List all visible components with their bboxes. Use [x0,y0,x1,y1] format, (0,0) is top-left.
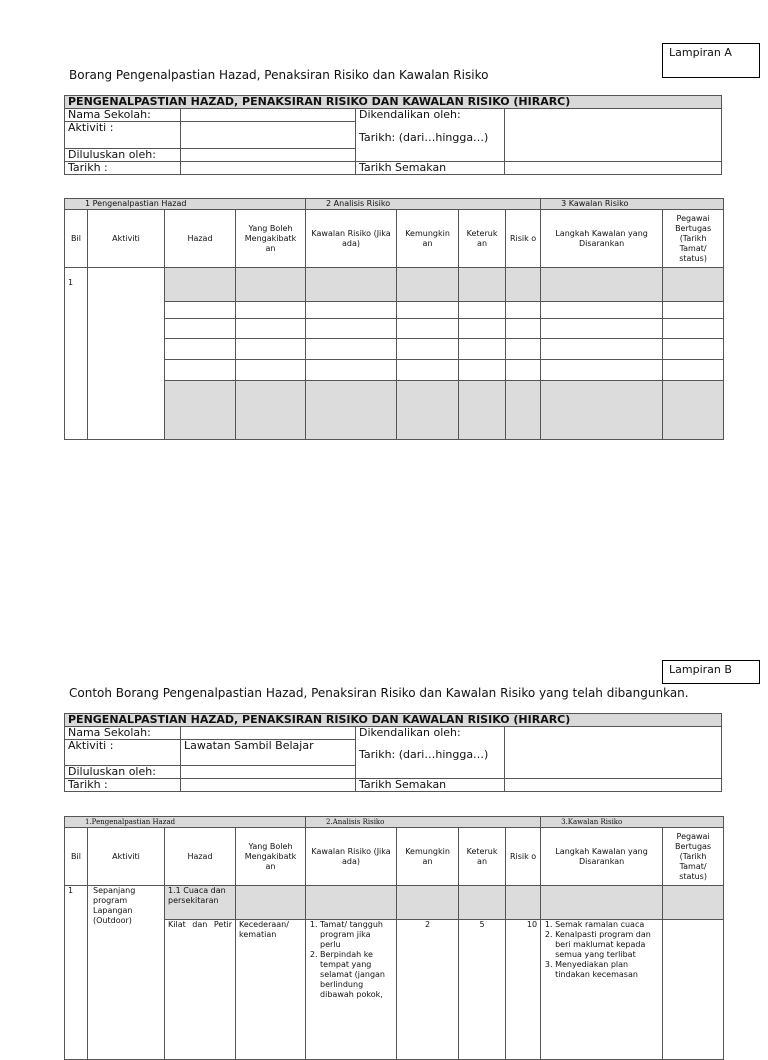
cell[interactable] [306,886,397,920]
nama-sekolah-label: Nama Sekolah: [65,727,181,740]
dikendalikan-label: Dikendalikan oleh: [359,726,461,739]
col-akibat: Yang Boleh Mengakibatk an [236,828,306,886]
col-risiko: Risik o [506,828,541,886]
col-pegawai: Pegawai Bertugas (Tarikh Tamat/ status) [663,828,724,886]
tarikh-semakan-label: Tarikh Semakan [356,779,505,792]
cell[interactable] [236,319,306,339]
col-hazad: Hazad [165,210,236,268]
cell[interactable] [541,319,663,339]
col-aktiviti: Aktiviti [88,210,165,268]
row-kemungkinan: 2 [397,920,459,1060]
tarikh-label: Tarikh : [65,162,181,175]
dikendalikan-field[interactable] [505,109,722,162]
cell[interactable] [236,339,306,360]
langkah-item: 1. Semak ramalan cuaca [555,920,659,930]
row-bil: 1 [65,268,88,440]
col-akibat: Yang Boleh Mengakibatk an [236,210,306,268]
cell[interactable] [459,302,506,319]
form-b-header: PENGENALPASTIAN HAZAD, PENAKSIRAN RISIKO DAN KAWALAN RISIKO (HIRARC) [65,714,722,727]
tarikh-dari-label: Tarikh: (dari…hingga…) [359,748,489,761]
cell[interactable] [663,381,724,440]
cell[interactable] [306,319,397,339]
cell[interactable] [236,302,306,319]
col-kawalan: Kawalan Risiko (Jika ada) [306,210,397,268]
tarikh-semakan-field[interactable] [505,162,722,175]
tarikh-dari-label: Tarikh: (dari…hingga…) [359,131,489,144]
cell[interactable] [397,360,459,381]
row-risiko: 10 [506,920,541,1060]
section-analisis-header: 2.Analisis Risiko [306,817,541,828]
cell[interactable] [236,886,306,920]
form-b-info-table [64,713,722,792]
col-risiko: Risik o [506,210,541,268]
form-b-title: Contoh Borang Pengenalpastian Hazad, Penaksiran Risiko dan Kawalan Risiko yang telah dibangunkan. [69,686,689,700]
aktiviti-label: Aktiviti : [65,740,181,766]
cell[interactable] [459,268,506,302]
cell[interactable] [397,319,459,339]
cell[interactable] [306,381,397,440]
cell[interactable] [397,339,459,360]
cell[interactable] [236,381,306,440]
col-bil: Bil [65,210,88,268]
aktiviti-label: Aktiviti : [65,122,181,149]
cell[interactable] [165,268,236,302]
row-langkah [541,920,663,1060]
cell[interactable] [459,381,506,440]
cell[interactable] [663,319,724,339]
col-hazad: Hazad [165,828,236,886]
nama-sekolah-field[interactable] [181,727,356,740]
cell[interactable] [459,360,506,381]
row-keterukan: 5 [459,920,506,1060]
dikendalikan-cell [356,727,505,779]
cell[interactable] [541,886,663,920]
cell[interactable] [506,319,541,339]
col-langkah: Langkah Kawalan yang Disarankan [541,828,663,886]
kawalan-item: 2. Berpindah ke tempat yang selamat (jangan berlindung dibawah pokok, [320,950,393,1000]
dikendalikan-field[interactable] [505,727,722,779]
cell[interactable] [397,302,459,319]
cell[interactable] [306,268,397,302]
section-hazad-header: 1.Pengenalpastian Hazad [65,817,306,828]
cell[interactable] [306,339,397,360]
table-row [65,268,724,302]
cell[interactable] [663,268,724,302]
cell[interactable] [459,886,506,920]
form-a-header: PENGENALPASTIAN HAZAD, PENAKSIRAN RISIKO DAN KAWALAN RISIKO (HIRARC) [65,96,722,109]
cell[interactable] [663,886,724,920]
lampiran-a-label [662,43,760,78]
diluluskan-label: Diluluskan oleh: [65,766,181,779]
lampiran-a-text: Lampiran A [669,46,732,59]
nama-sekolah-field[interactable] [181,109,356,122]
cell[interactable] [397,886,459,920]
langkah-item: 2. Kenalpasti program dan beri maklumat kepada semua yang terlibat [555,930,659,960]
cell[interactable] [165,302,236,319]
col-bil: Bil [65,828,88,886]
cell[interactable] [663,920,724,1060]
tarikh-field[interactable] [181,779,356,792]
cell[interactable] [506,360,541,381]
col-kawalan: Kawalan Risiko (Jika ada) [306,828,397,886]
tarikh-label: Tarikh : [65,779,181,792]
row-akibat: Kecederaan/ kematian [236,920,306,1060]
cell[interactable] [459,319,506,339]
kawalan-item: 1. Tamat/ tangguh program jika perlu [320,920,393,950]
row-hazad-cuaca: 1.1 Cuaca dan persekitaran [165,886,236,920]
cell[interactable] [165,339,236,360]
tarikh-semakan-field[interactable] [505,779,722,792]
nama-sekolah-label: Nama Sekolah: [65,109,181,122]
cell[interactable] [541,339,663,360]
col-keterukan: Keteruk an [459,210,506,268]
langkah-item: 3. Menyediakan plan tindakan kecemasan [555,960,659,980]
lampiran-b-label [662,660,760,684]
section-hazad-header: 1 Pengenalpastian Hazad [65,199,306,210]
col-pegawai: Pegawai Bertugas (Tarikh Tamat/ status) [663,210,724,268]
col-kemungkinan: Kemungkin an [397,210,459,268]
form-a-info-table [64,95,722,175]
table-row [65,886,724,920]
tarikh-field[interactable] [181,162,356,175]
dikendalikan-label: Dikendalikan oleh: [359,108,461,121]
section-analisis-header: 2 Analisis Risiko [306,199,541,210]
cell[interactable] [306,360,397,381]
row-bil: 1 [65,886,88,1060]
cell[interactable] [506,302,541,319]
row-aktiviti: Sepanjang program Lapangan (Outdoor) [88,886,165,1060]
cell[interactable] [506,886,541,920]
cell[interactable] [397,381,459,440]
aktiviti-field[interactable]: Lawatan Sambil Belajar [181,740,356,766]
risk-table-b [64,816,724,1060]
cell[interactable] [506,268,541,302]
risk-table-a [64,198,724,440]
row-aktiviti-cell[interactable] [88,268,165,440]
cell[interactable] [165,319,236,339]
cell[interactable] [165,360,236,381]
section-kawalan-header: 3.Kawalan Risiko [541,817,724,828]
cell[interactable] [236,268,306,302]
col-langkah: Langkah Kawalan yang Disarankan [541,210,663,268]
cell[interactable] [541,360,663,381]
cell[interactable] [459,339,506,360]
cell[interactable] [663,302,724,319]
cell[interactable] [506,381,541,440]
cell[interactable] [397,268,459,302]
aktiviti-field[interactable] [181,122,356,149]
row-kawalan [306,920,397,1060]
col-aktiviti: Aktiviti [88,828,165,886]
cell[interactable] [165,381,236,440]
cell[interactable] [506,339,541,360]
section-kawalan-header: 3 Kawalan Risiko [541,199,724,210]
lampiran-b-text: Lampiran B [669,663,732,676]
cell[interactable] [541,302,663,319]
cell[interactable] [663,360,724,381]
cell[interactable] [236,360,306,381]
cell[interactable] [663,339,724,360]
diluluskan-field[interactable] [181,766,356,779]
row-hazad-kilat: Kilat dan Petir [165,920,236,1060]
col-keterukan: Keteruk an [459,828,506,886]
cell[interactable] [306,302,397,319]
cell[interactable] [541,381,663,440]
diluluskan-label: Diluluskan oleh: [65,149,181,162]
tarikh-semakan-label: Tarikh Semakan [356,162,505,175]
cell[interactable] [541,268,663,302]
form-a-title: Borang Pengenalpastian Hazad, Penaksiran Risiko dan Kawalan Risiko [69,68,489,82]
col-kemungkinan: Kemungkin an [397,828,459,886]
diluluskan-field[interactable] [181,149,356,162]
dikendalikan-cell [356,109,505,162]
